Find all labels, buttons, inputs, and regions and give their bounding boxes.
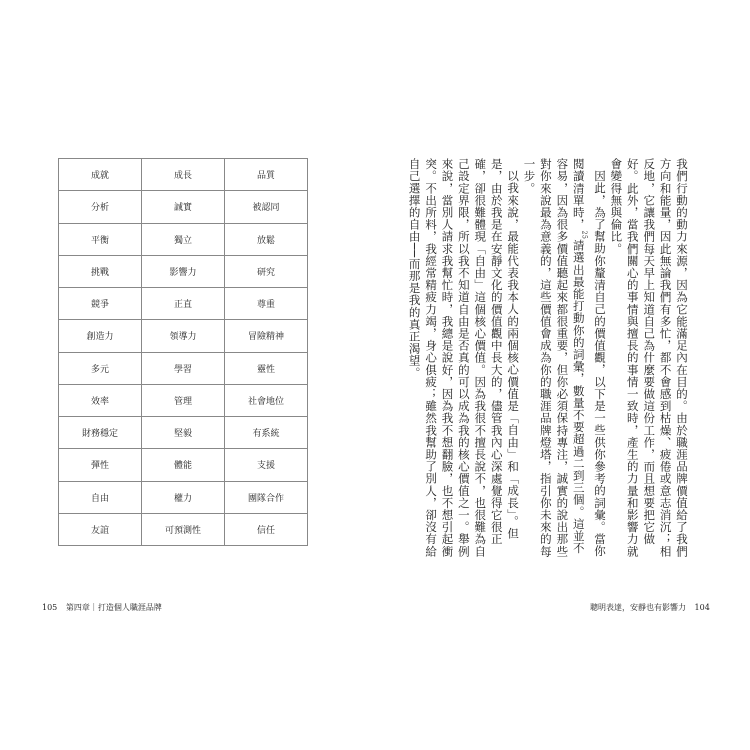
book-title: 聰明表達，安靜也有影響力 bbox=[590, 603, 686, 612]
table-cell: 友誼 bbox=[59, 513, 142, 545]
paragraph-2 bbox=[521, 158, 608, 558]
paragraph-1: 我們行動的動力來源，因為它能滿足內在目的。由於職涯品牌價值給了我們方向和能量，因此無論我們有多忙，都不會感到枯燥、疲倦或意志消沉；相反地，它讓我們每天早上知道自己為什麼要做這份工作，而且想要把它做好。此外，當我們關心的事情與擅長的事情一致時，產生的力量和影響力就會變得無與倫比。 bbox=[609, 158, 689, 558]
table-cell: 團隊合作 bbox=[225, 481, 308, 513]
table-cell: 成長 bbox=[142, 159, 225, 191]
table-cell: 領導力 bbox=[142, 320, 225, 352]
table-cell: 影響力 bbox=[142, 255, 225, 287]
table-cell: 學習 bbox=[142, 352, 225, 384]
values-table-body bbox=[59, 159, 308, 546]
values-table bbox=[58, 158, 308, 546]
table-cell: 研究 bbox=[225, 255, 308, 287]
table-cell: 效率 bbox=[59, 384, 142, 416]
table-row bbox=[59, 384, 308, 416]
table-cell: 放鬆 bbox=[225, 223, 308, 255]
page-number-left: 105 bbox=[42, 603, 58, 612]
table-cell: 正直 bbox=[142, 288, 225, 320]
table-row bbox=[59, 288, 308, 320]
table-cell: 信任 bbox=[225, 513, 308, 545]
table-cell: 多元 bbox=[59, 352, 142, 384]
table-cell: 成就 bbox=[59, 159, 142, 191]
table-row bbox=[59, 481, 308, 513]
table-row bbox=[59, 417, 308, 449]
table-cell: 自由 bbox=[59, 481, 142, 513]
paragraph-3: 以我來說，最能代表我本人的兩個核心價值是「自由」和「成長」。但是，由於我是在安靜文化的價值觀中長大的，儘管我內心深處覺得它很正確，卻很難體現「自由」這個核心價值。因為我很不擅長說不，也很難為自己設定界限，所以我不知道自由是否真的可以成為我的核心價值之一。舉例來說，當別人請求我幫忙時，我總是說好，因為我不想翻臉，也不想引起衝突。不出所料，我經常精疲力竭，身心俱疲；雖然我幫助了別人，卻沒有給自己選擇的自由──而那是我的真正渴望。 bbox=[407, 158, 521, 558]
paragraph-2-part-a: 因此，為了幫助你釐清自己的價值觀，以下是一些供你參考的詞彙。當你閱讀清單時， bbox=[571, 158, 607, 557]
table-cell: 體能 bbox=[142, 449, 225, 481]
table-cell: 尊重 bbox=[225, 288, 308, 320]
table-cell: 權力 bbox=[142, 481, 225, 513]
table-cell: 支援 bbox=[225, 449, 308, 481]
table-cell: 品質 bbox=[225, 159, 308, 191]
table-cell: 社會地位 bbox=[225, 384, 308, 416]
table-cell: 誠實 bbox=[142, 191, 225, 223]
footer-right bbox=[590, 602, 716, 613]
chapter-title: 第四章｜打造個人職涯品牌 bbox=[65, 603, 162, 612]
table-cell: 冒險精神 bbox=[225, 320, 308, 352]
table-row bbox=[59, 449, 308, 481]
table-cell: 創造力 bbox=[59, 320, 142, 352]
table-cell: 靈性 bbox=[225, 352, 308, 384]
table-cell: 彈性 bbox=[59, 449, 142, 481]
table-cell: 財務穩定 bbox=[59, 417, 142, 449]
table-cell: 分析 bbox=[59, 191, 142, 223]
table-cell: 被認同 bbox=[225, 191, 308, 223]
table-row bbox=[59, 159, 308, 191]
table-row bbox=[59, 352, 308, 384]
table-row bbox=[59, 513, 308, 545]
table-row bbox=[59, 255, 308, 287]
table-cell: 可預測性 bbox=[142, 513, 225, 545]
paragraph-2-part-b: 請選出最能打動你的詞彙，數量不要超過二到三個。這並不容易，因為很多價值聽起來都很重要，但你必須保持專注，誠實的說出那些對你來說最為意義的，這些價值會成為你的職涯品牌燈塔，指引你未來的每一步。 bbox=[522, 158, 586, 558]
table-cell: 有系統 bbox=[225, 417, 308, 449]
table-cell: 獨立 bbox=[142, 223, 225, 255]
table-row bbox=[59, 223, 308, 255]
vertical-body-text bbox=[407, 158, 690, 558]
table-cell: 挑戰 bbox=[59, 255, 142, 287]
footnote-marker: 25 bbox=[580, 230, 588, 240]
footer-left bbox=[36, 602, 162, 613]
table-cell: 管理 bbox=[142, 384, 225, 416]
table-row bbox=[59, 320, 308, 352]
table-cell: 競爭 bbox=[59, 288, 142, 320]
table-cell: 堅毅 bbox=[142, 417, 225, 449]
page-number-right: 104 bbox=[694, 603, 710, 612]
table-row bbox=[59, 191, 308, 223]
table-cell: 平衡 bbox=[59, 223, 142, 255]
